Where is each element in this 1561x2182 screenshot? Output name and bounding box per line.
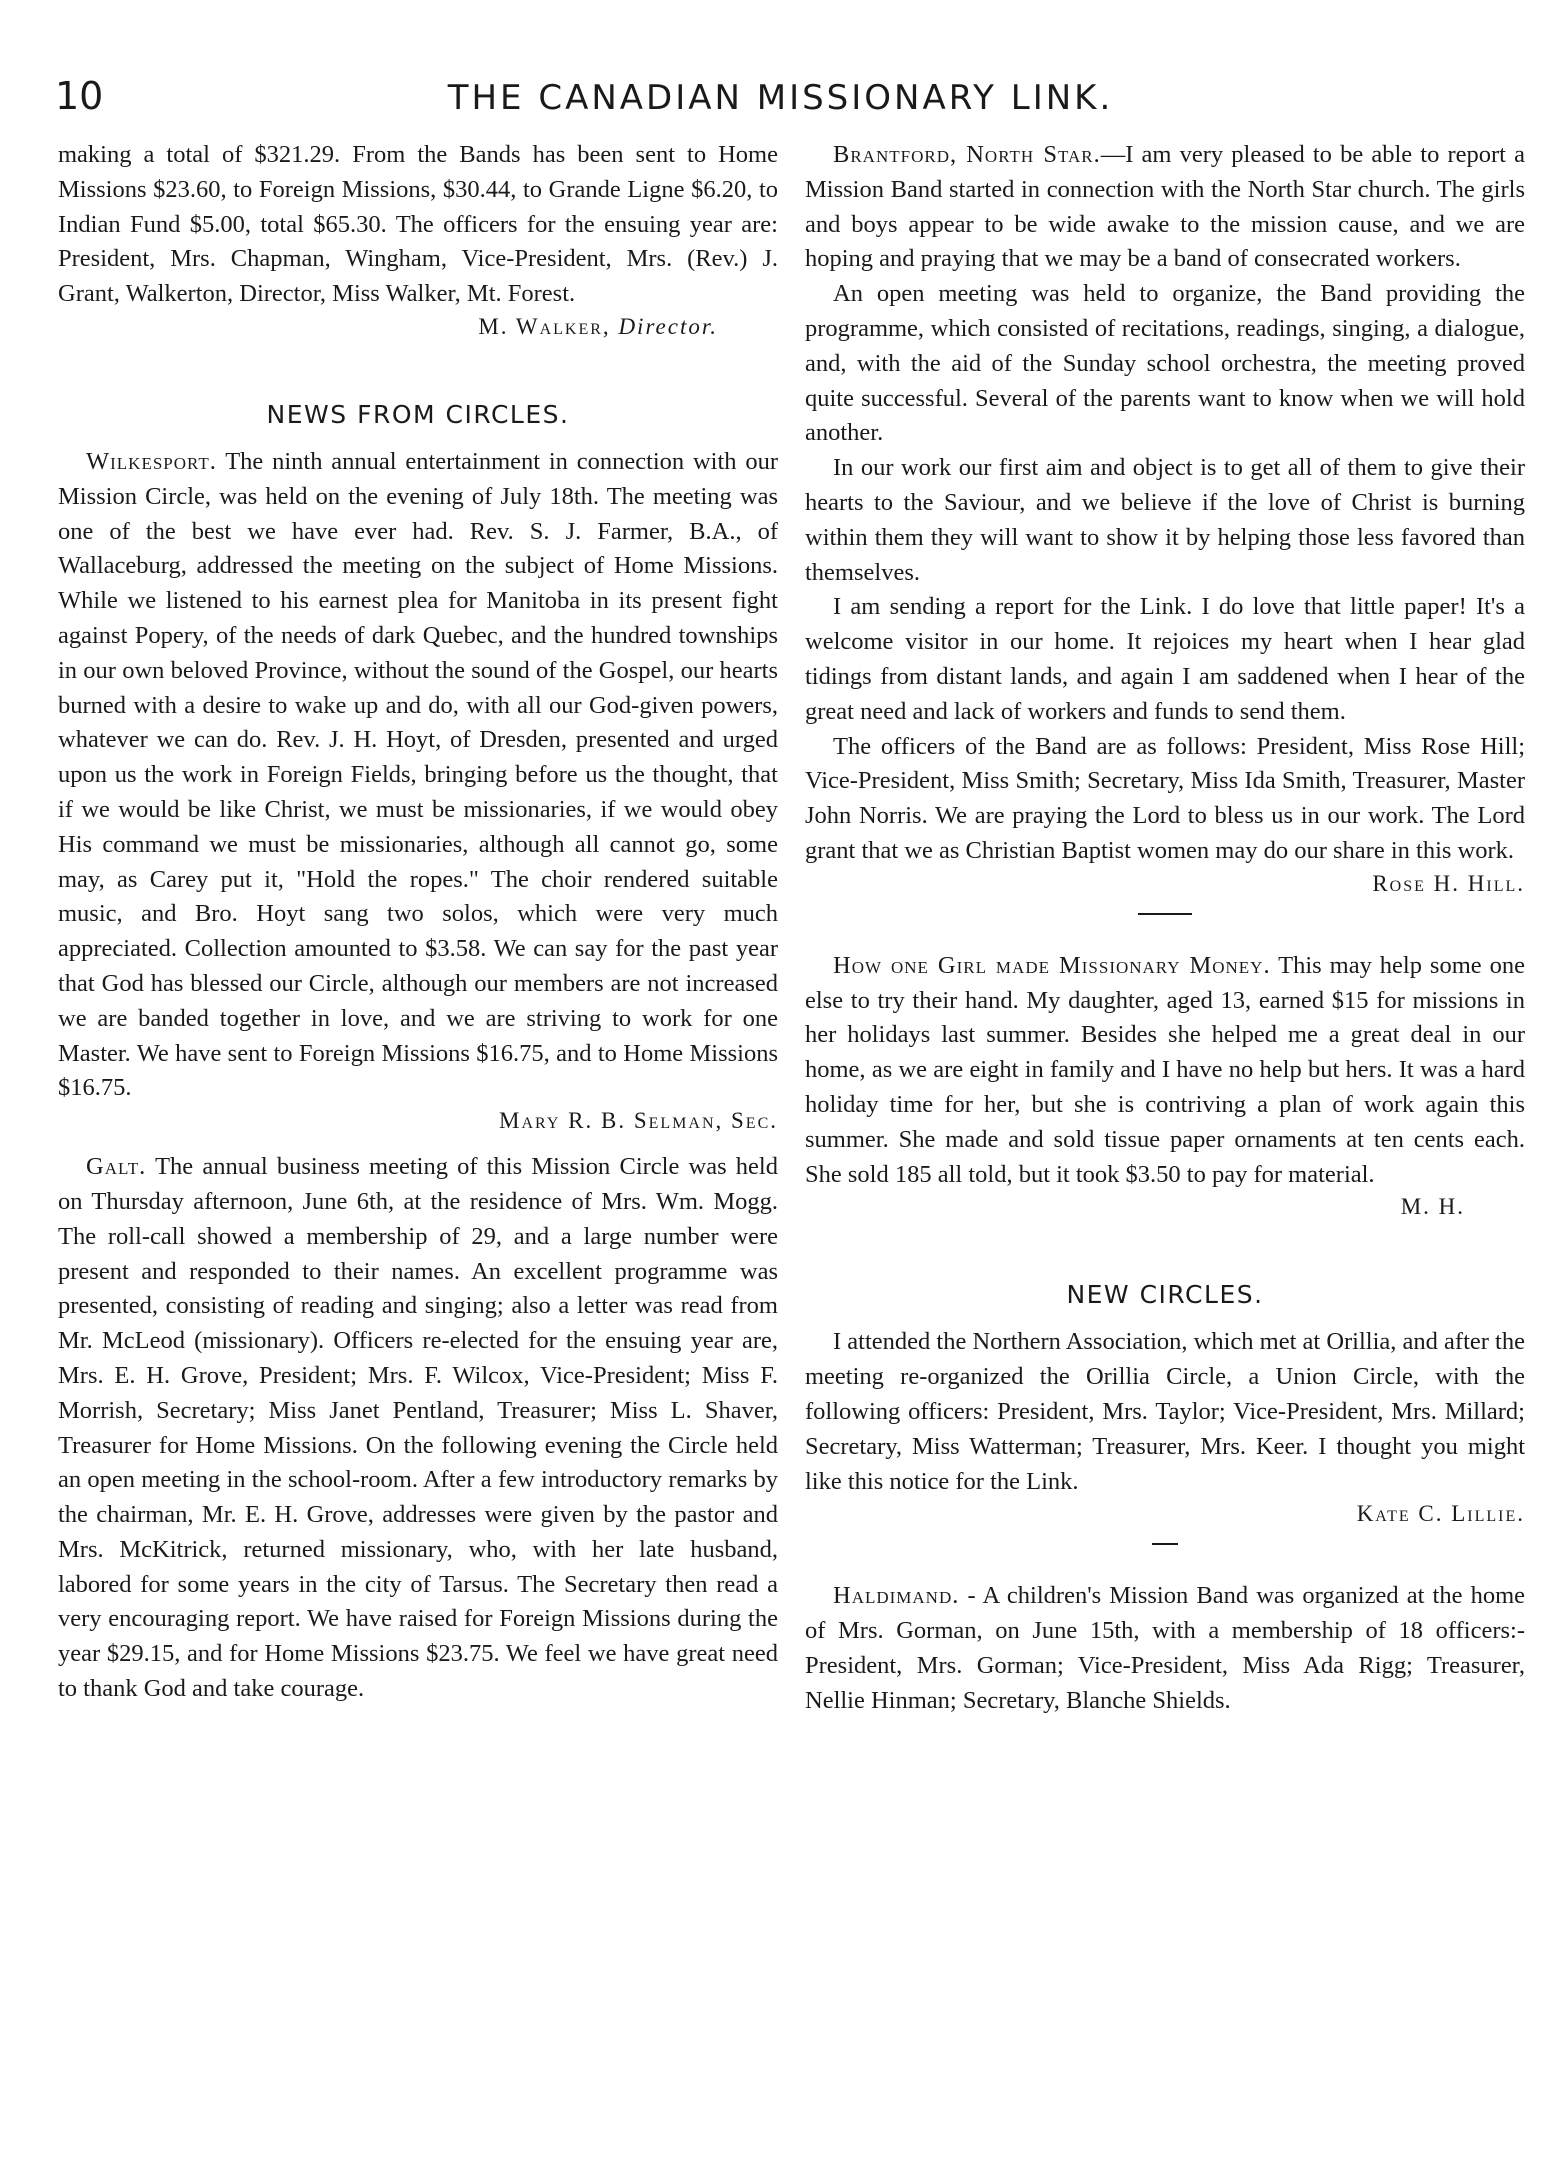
running-title: THE CANADIAN MISSIONARY LINK. — [447, 78, 1114, 118]
intro-signature-role: Director. — [618, 313, 718, 339]
galt-text: The annual business meeting of this Mission Circle was held on Thursday afternoon, June 6th, at the residence of Mrs. Wm. Mogg. The roll-call showed a membership of 29, and a large number were present and responded to their names. An excellent programme was presented, consisting of reading and singing; also a letter was read from Mr. McLeod (missionary). Officers re-elected for the ensuing year are, Mrs. E. H. Grove, President; Mrs. F. Wilcox, Vice-President; Miss F. Morrish, Secretary; Miss Janet Pentland, Treasurer; Miss L. Shaver, Treasurer for Home Missions. On the following evening the Circle held an open meeting in the school-room. After a few introductory remarks by the chairman, Mr. E. H. Grove, addresses were given by the pastor and Mrs. McKitrick, returned missionary, who, with her late husband, labored for some years in the city of Tarsus. The Secretary then read a very encouraging report. We have raised for Foreign Missions during the year $29.15, and for Home Missions $23.75. We feel we have great need to thank God and take courage. — [58, 1153, 778, 1703]
missionary-money-signature: M. H. — [1400, 1194, 1465, 1220]
news-from-circles-heading: NEWS FROM CIRCLES. — [266, 399, 570, 429]
galt-article — [58, 1150, 778, 1707]
left-column — [58, 138, 778, 1707]
brantford-paragraph-5: The officers of the Band are as follows: President, Miss Rose Hill; Vice-President, Miss Smith; Secretary, Miss Ida Smith, Treasurer, Master John Norris. We are praying the Lord to bless us in our work. The Lord grant that we as Christian Baptist women may do our share in this work. — [805, 732, 1525, 864]
brantford-paragraph-3: In our work our first aim and object is to get all of them to give their hearts to the Saviour, and we believe if the love of Christ is burning within them they will want to show it by helping those less favored than themselves. — [805, 454, 1525, 586]
intro-signature — [58, 314, 778, 340]
brantford-place: Brantford, North Star. — [833, 141, 1101, 168]
brantford-signature: Rose H. Hill. — [1372, 870, 1525, 896]
missionary-money-title: How one Girl made Missionary Money. — [833, 951, 1271, 979]
intro-paragraph: making a total of $321.29. From the Bands has been sent to Home Missions $23.60, to Foreign Missions, $30.44, to Grande Ligne $6.20, to Indian Fund $5.00, total $65.30. The officers for the ensuing year are: President, Mrs. Chapman, Wingham, Vice-President, Mrs. (Rev.) J. Grant, Walkerton, Director, Miss Walker, Mt. Forest. — [58, 141, 778, 308]
missionary-money-article — [805, 949, 1525, 1193]
brantford-paragraph-2: An open meeting was held to organize, the Band providing the programme, which consisted of recitations, readings, singing, a dialogue, and, with the aid of the Sunday school orchestra, the meeting proved quite successful. Several of the parents want to know when we will hold another. — [805, 280, 1525, 447]
page-header — [55, 68, 1506, 128]
brantford-article — [805, 138, 1525, 277]
wilkesport-text: The ninth annual entertainment in connection with our Mission Circle, was held on the evening of July 18th. The meeting was one of the best we have ever had. Rev. S. J. Farmer, B.A., of Wallaceburg, addressed the meeting on the subject of Home Missions. While we listened to his earnest plea for Manitoba in its present fight against Popery, of the needs of dark Quebec, and the hundred townships in our own beloved Province, without the sound of the Gospel, our hearts burned with a desire to wake up and do, with all our God-given powers, whatever we can do. Rev. J. H. Hoyt, of Dresden, presented and urged upon us the work in Foreign Fields, bringing before us the thought, that if we would be like Christ, we must be missionaries, if we would obey His command we must be missionaries, although all cannot go, some may, as Carey put it, "Hold the ropes." The choir rendered suitable music, and Bro. Hoyt sang two solos, which were very much appreciated. Collection amounted to $3.58. We can say for the past year that God has blessed our Circle, although our members are not increased we are banded together in love, and we are striving to work for one Master. We have sent to Foreign Missions $16.75, and to Home Missions $16.75. — [58, 447, 778, 1102]
haldimand-article — [805, 1579, 1525, 1718]
right-column — [805, 138, 1525, 1718]
haldimand-text: - A children's Mission Band was organized at the home of Mrs. Gorman, on June 15th, with a membership of 18 officers:- President, Mrs. Gorman; Vice-President, Miss Ada Rigg; Treasurer, Nellie Hinman; Secretary, Blanche Shields. — [805, 1582, 1526, 1714]
haldimand-place: Haldimand. — [833, 1582, 960, 1610]
wilkesport-place: Wilkesport. — [86, 447, 217, 475]
brantford-p1: —I am very pleased to be able to report a Mission Band started in connection with the North Star church. The girls and boys appear to be wide awake to the mission cause, and we are hoping and praying that we may be a band of consecrated workers. — [805, 141, 1525, 273]
wilkesport-article — [58, 445, 778, 1106]
galt-place: Galt. — [86, 1153, 147, 1181]
brantford-paragraph-4: I am sending a report for the Link. I do love that little paper! It's a welcome visitor in our home. It rejoices my heart when I hear glad tidings from distant lands, and again I am saddened when I hear of the great need and lack of workers and funds to send them. — [805, 593, 1525, 725]
page-number: 10 — [55, 74, 104, 118]
wilkesport-signature: Mary R. B. Selman, Sec. — [499, 1108, 778, 1134]
new-circles-heading: NEW CIRCLES. — [1066, 1280, 1264, 1310]
orillia-article: I attended the Northern Association, which met at Orillia, and after the meeting re-organized the Orillia Circle, a Union Circle, with the following officers: President, Mrs. Taylor; Vice-President, Mrs. Millard; Secretary, Miss Watterman; Treasurer, Mrs. Keer. I thought you might like this notice for the Link. — [805, 1328, 1525, 1495]
intro-signature-name: M. Walker, — [478, 313, 611, 339]
missionary-money-text: This may help some one else to try their hand. My daughter, aged 13, earned $15 for missions in her holidays last summer. Besides she helped me a great deal in our home, as we are eight in family and I have no help but hers. It was a hard holiday time for her, but she is contriving a plan of work again this summer. She made and sold tissue paper ornaments at ten cents each. She sold 185 all told, but it took $3.50 to pay for material. — [805, 951, 1525, 1188]
orillia-signature: Kate C. Lillie. — [1356, 1501, 1525, 1527]
